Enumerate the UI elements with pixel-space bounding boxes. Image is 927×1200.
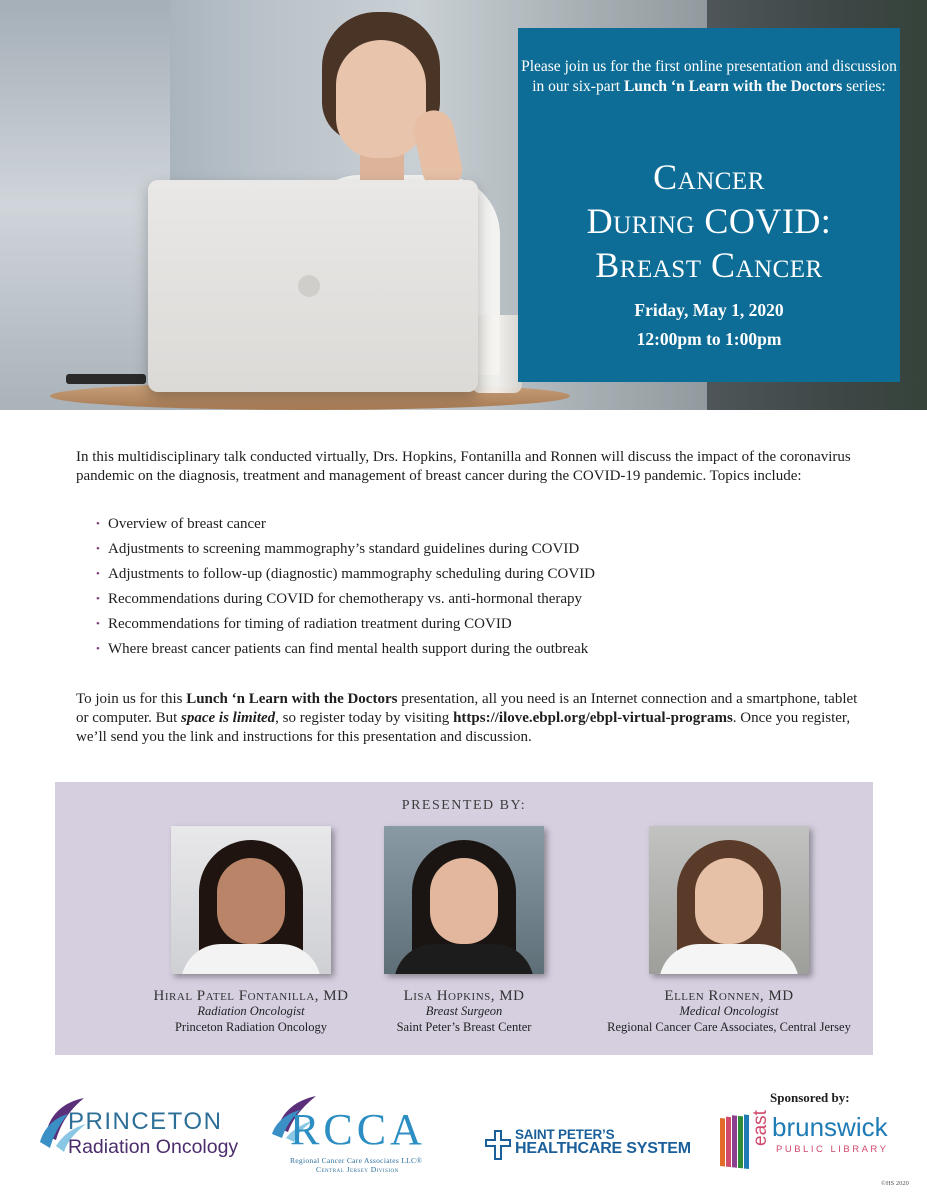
event-series-name: Lunch ‘n Learn with the Doctors — [623, 78, 843, 95]
event-intro-post: series: — [842, 78, 886, 95]
saint-peters-logo-text — [515, 1128, 691, 1156]
event-title — [518, 155, 900, 287]
presented-by-heading: PRESENTED BY: — [401, 798, 527, 813]
event-title-line-1: Cancer — [653, 157, 765, 197]
presenter-role: Medical Oncologist — [679, 1004, 779, 1018]
topics-list — [96, 515, 856, 665]
bullet-icon: • — [96, 518, 100, 530]
topic-text: Recommendations during COVID for chemotherapy vs. anti-hormonal therapy — [108, 591, 583, 607]
list-item — [96, 565, 856, 590]
bullet-icon: • — [96, 643, 100, 655]
event-datetime — [518, 296, 900, 354]
register-text-2: presentation, all you need is an Internet connection and a smartphone, tablet or computer. But — [76, 691, 858, 726]
presenter-name: Lisa Hopkins, MD — [403, 988, 525, 1004]
presenter-name: Ellen Ronnen, MD — [664, 988, 794, 1004]
topic-text: Overview of breast cancer — [108, 516, 266, 532]
presenter-photo — [171, 826, 331, 974]
event-intro — [518, 57, 900, 97]
copyright-note: ©HS 2020 — [881, 1180, 909, 1187]
window-background — [0, 0, 170, 410]
photo-face — [217, 858, 285, 944]
topic-text: Where breast cancer patients can find mental health support during the outbreak — [108, 641, 589, 657]
phone-icon — [66, 374, 146, 384]
rcca-logo-text: RCCA — [290, 1105, 426, 1154]
list-item — [96, 515, 856, 540]
hero-banner — [0, 0, 927, 410]
presenter-photo — [649, 826, 809, 974]
east-logo-text: east — [750, 1110, 771, 1146]
presenter-name: Hiral Patel Fontanilla, MD — [153, 988, 349, 1004]
register-series: Lunch ‘n Learn with the Doctors — [186, 691, 398, 707]
bullet-icon: • — [96, 593, 100, 605]
event-info-box — [518, 28, 900, 382]
princeton-radiation-oncology-logo — [38, 1096, 248, 1166]
presenter-role: Radiation Oncologist — [197, 1004, 305, 1018]
photo-body — [181, 944, 321, 974]
photo-face — [695, 858, 763, 944]
list-item — [96, 540, 856, 565]
presenter-org: Princeton Radiation Oncology — [174, 1020, 328, 1034]
presenter-org: Saint Peter’s Breast Center — [396, 1020, 532, 1034]
presenter-photo — [384, 826, 544, 974]
presenters-panel — [55, 782, 873, 1055]
cross-icon — [485, 1130, 511, 1160]
bullet-icon: • — [96, 543, 100, 555]
laptop-image — [148, 180, 478, 392]
princeton-logo-text: PRINCETON — [68, 1108, 223, 1135]
registration-link[interactable]: https://ilove.ebpl.org/ebpl-virtual-programs — [453, 710, 733, 726]
topic-text: Recommendations for timing of radiation treatment during COVID — [108, 616, 512, 632]
glass-cup — [472, 315, 522, 393]
event-title-line-3: Breast Cancer — [595, 245, 823, 285]
intro-paragraph: In this multidisciplinary talk conducted virtually, Drs. Hopkins, Fontanilla and Ronnen will discuss the impact of the coronavirus pandemic on the diagnosis, treatment and management of breast cancer during the COVID-19 pandemic. Topics include: — [76, 449, 851, 484]
event-intro-pre: Please join us for the first online presentation and discussion in our six-part — [521, 58, 897, 95]
list-item — [96, 590, 856, 615]
topic-text: Adjustments to follow-up (diagnostic) mammography scheduling during COVID — [108, 566, 596, 582]
event-time: 12:00pm to 1:00pm — [636, 329, 782, 349]
presenter-role: Breast Surgeon — [425, 1004, 503, 1018]
saint-peters-line-1: SAINT PETER’S — [515, 1127, 615, 1142]
saint-peters-line-2: HEALTHCARE SYSTEM — [515, 1140, 691, 1157]
east-brunswick-library-logo — [720, 1112, 900, 1172]
list-item — [96, 640, 856, 665]
register-text-4: . Once you register, we’ll send you the link and instructions for this presentation and discussion. — [76, 710, 851, 745]
topic-text: Adjustments to screening mammography’s standard guidelines during COVID — [108, 541, 580, 557]
laptop-logo — [298, 275, 320, 297]
bullet-icon: • — [96, 618, 100, 630]
photo-body — [394, 944, 534, 974]
register-limited: space is limited — [181, 710, 276, 726]
register-text-3: , so register today by visiting — [275, 710, 454, 726]
presenter-card-ronnen — [599, 826, 859, 1035]
registration-paragraph — [76, 690, 866, 747]
rcca-logo — [272, 1094, 462, 1180]
saint-peters-logo — [485, 1126, 691, 1166]
woman-face — [336, 40, 426, 158]
list-item — [96, 615, 856, 640]
bullet-icon: • — [96, 568, 100, 580]
photo-body — [659, 944, 799, 974]
radiation-oncology-logo-text: Radiation Oncology — [68, 1136, 239, 1158]
presenter-card-hopkins — [334, 826, 594, 1035]
photo-face — [430, 858, 498, 944]
sponsored-by-label: Sponsored by: — [770, 1090, 850, 1105]
public-library-logo-text: PUBLIC LIBRARY — [776, 1144, 889, 1155]
rcca-subtitle: Regional Cancer Care Associates LLC® — [290, 1156, 423, 1165]
register-text-1: To join us for this — [76, 691, 187, 707]
rcca-division: Central Jersey Division — [316, 1165, 399, 1174]
event-date: Friday, May 1, 2020 — [634, 300, 784, 320]
brunswick-logo-text: brunswick — [772, 1112, 888, 1142]
presenter-org: Regional Cancer Care Associates, Central Jersey — [607, 1020, 851, 1034]
event-title-line-2: During COVID: — [586, 201, 832, 241]
